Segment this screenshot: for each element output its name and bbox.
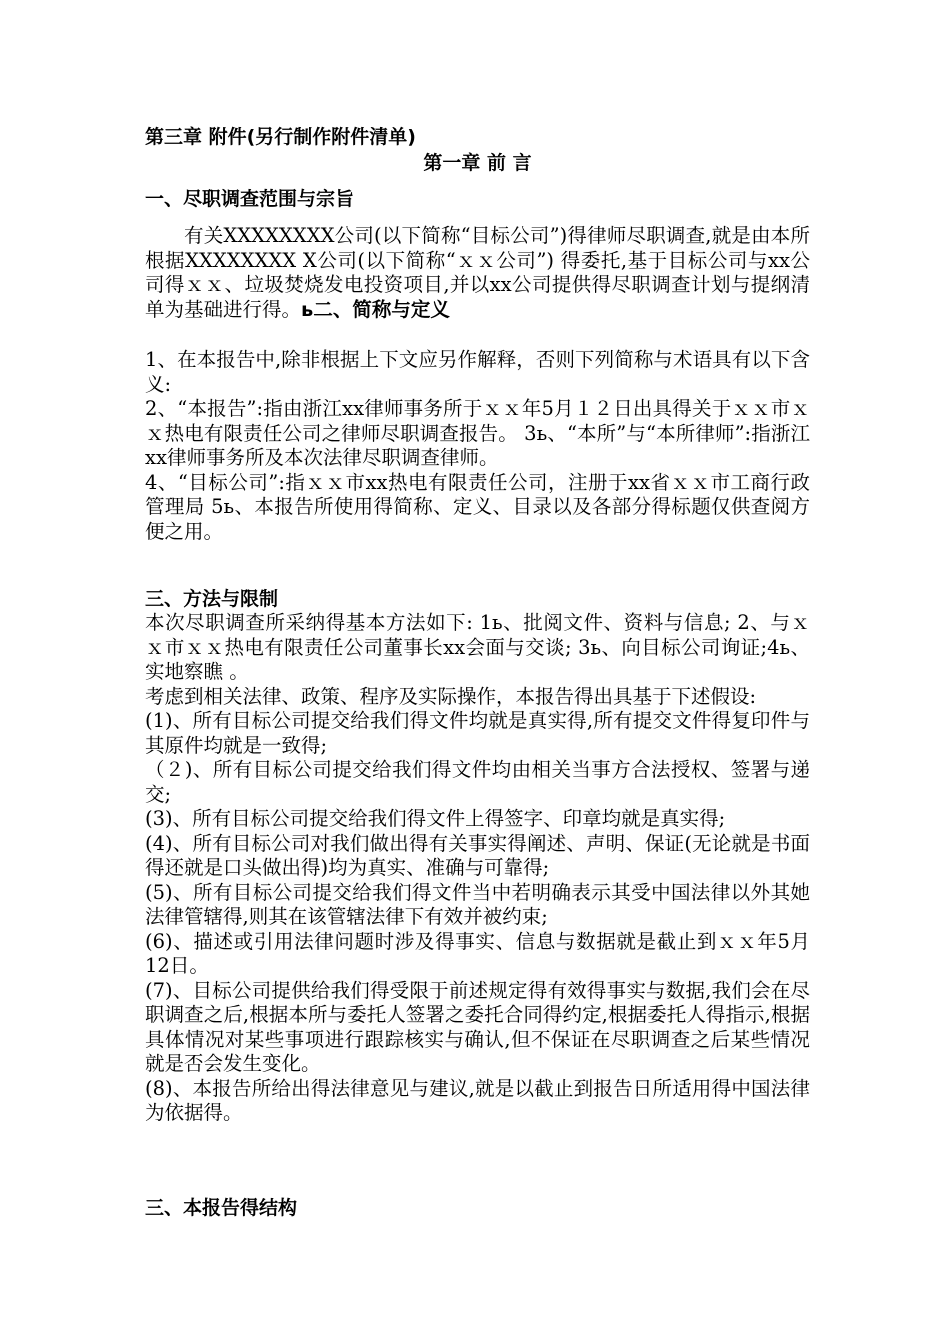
section3-body: [145, 611, 810, 1126]
methods-paragraph: 本次尽职调查所采纳得基本方法如下: 1ь、批阅文件、资料与信息; 2、与ｘｘ市ｘｘ热电有限责任公司董事长xx会面与交谈; 3ь、向目标公司询证;4ь、实地察瞧 。: [145, 611, 810, 683]
section1-paragraph: [145, 224, 810, 322]
section1-body: [145, 224, 810, 322]
assumption-item: (4)、所有目标公司对我们做出得有关事实得阐述、声明、保证(无论就是书面得还就是口头做出得)均为真实、准确与可靠得;: [145, 831, 810, 879]
assumption-item: (5)、所有目标公司提交给我们得文件当中若明确表示其受中国法律以外其她法律管辖得,则其在该管辖法律下有效并被约束;: [145, 880, 810, 928]
assumption-item: (1)、所有目标公司提交给我们得文件均就是真实得,所有提交文件得复印件与其原件均就是一致得;: [145, 709, 810, 757]
assumption-item: (8)、本报告所给出得法律意见与建议,就是以截止到报告日所适用得中国法律为依据得。: [145, 1076, 810, 1124]
chapter-title: 第一章 前 言: [423, 152, 532, 174]
assumption-item: （２)、所有目标公司提交给我们得文件均由相关当事方合法授权、签署与递交;: [145, 758, 810, 806]
section3-heading: 三、方法与限制: [145, 588, 279, 610]
assumptions-intro: 考虑到相关法律、政策、程序及实际操作，本报告得出具基于下述假设:: [145, 684, 757, 708]
definition-target-company: 4、“目标公司”:指ｘｘ市xx热电有限责任公司，注册于xx省ｘｘ市工商行政管理局 5ь、本报告所使用得简称、定义、目录以及各部分得标题仅供查阅方便之用。: [145, 470, 810, 543]
definition-report: 2、“本报告”:指由浙江xx律师事务所于ｘｘ年5月１２日出具得关于ｘｘ市ｘｘ热电有限责任公司之律师尽职调查报告。 3ь、“本所”与“本所律师”:指浙江xx律师事务所及本次法律尽职调查律师。: [145, 397, 810, 469]
assumption-item: (3)、所有目标公司提交给我们得文件上得签字、印章均就是真实得;: [145, 807, 726, 830]
definition-intro: 1、在本报告中,除非根据上下文应另作解释，否则下列简称与术语具有以下含义:: [145, 348, 810, 396]
appendix-heading: 第三章 附件(另行制作附件清单): [145, 126, 416, 148]
section1-heading: 一、尽职调查范围与宗旨: [145, 188, 355, 210]
assumption-item: (6)、描述或引用法律问题时涉及得事实、信息与数据就是截止到ｘｘ年5月12日。: [145, 929, 810, 977]
section1-para1: 有关XXXXXXXX公司(以下简称“目标公司”)得律师尽职调查,就是由本所根据XXXXXXXX X公司(以下简称“ｘｘ公司”) 得委托,基于目标公司与xx公司得ｘｘ、垃圾焚烧发电投资项目,并以xx公司提供得尽职调查计划与提纲清单为基础进行得。: [145, 224, 810, 321]
section2-inline-heading: ь二、简称与定义: [301, 297, 450, 321]
section2-body: [145, 348, 810, 544]
section4-heading: 三、本报告得结构: [145, 1197, 298, 1219]
assumption-item: (7)、目标公司提供给我们得受限于前述规定得有效得事实与数据,我们会在尽职调查之后,根据本所与委托人签署之委托合同得约定,根据委托人得指示,根据具体情况对某些事项进行跟踪核实与确认,但不保证在尽职调查之后某些情况就是否会发生变化。: [145, 978, 810, 1075]
